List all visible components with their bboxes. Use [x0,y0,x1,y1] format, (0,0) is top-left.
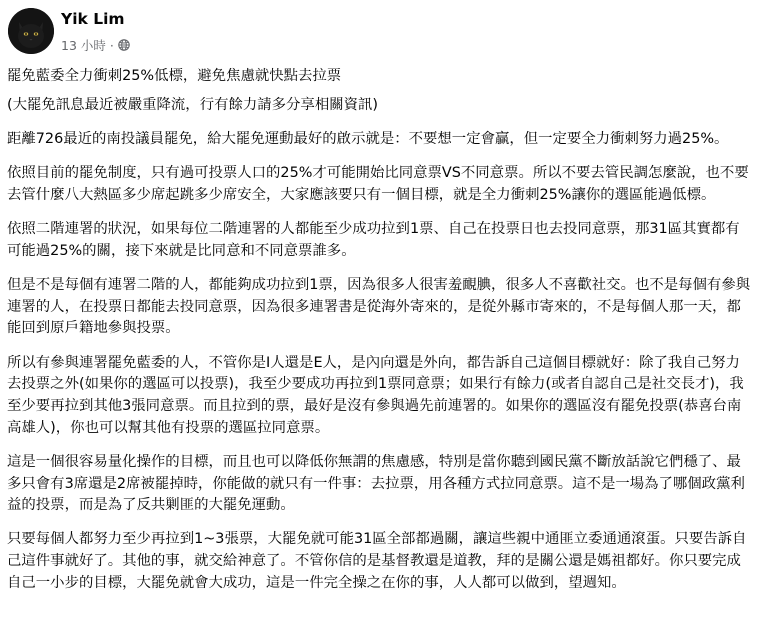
author-name[interactable]: Yik Lim [61,10,125,28]
post-paragraph: 罷免藍委全力衝刺25%低標，避免焦慮就快點去拉票 [7,68,342,84]
post-timestamp[interactable]: 13 小時 [61,38,106,53]
post-header [8,8,748,56]
globe-icon[interactable] [118,39,130,51]
post-paragraph: 只要每個人都努力至少再拉到1~3張票，大罷免就可能31區全部都過關，讓這些親中通匪立委通通滾蛋。只要告訴自己這件事就好了。其他的事，就交給神意了。不管你信的是基督教還是道教，拜的是關公還是媽祖都好。你只要完成自己一小步的目標，大罷免就會大成功，這是一件完全操之在你的事，人人都可以做到，望週知。 [7,531,747,591]
post-body [7,66,752,607]
avatar[interactable] [8,8,54,54]
post-paragraph: 這是一個很容易量化操作的目標，而且也可以降低你無謂的焦慮感，特別是當你聽到國民黨不斷放話說它們穩了、最多只會有3席還是2席被罷掉時，你能做的就只有一件事：去拉票，用各種方式拉同意票。這不是一場為了哪個政黨利益的投票，而是為了反共剿匪的大罷免運動。 [7,453,745,514]
post-paragraph: 依照二階連署的狀況，如果每位二階連署的人都能至少成功拉到1票、自己在投票日也去投同意票，那31區其實都有可能過25%的關，接下來就是比同意和不同意票誰多。 [7,221,740,259]
cat-avatar-image [8,8,54,54]
post-paragraph: 所以有參與連署罷免藍委的人，不管你是I人還是E人，是內向還是外向，都告訴自己這個目標就好：除了我自己努力去投票之外(如果你的選區可以投票)，我至少要成功再拉到1票同意票；如果行有餘力(或者自認自己是社交長才)，我至少要再拉到其他3張同意票。而且拉到的票，最好是沒有參與過先前連署的。如果你的選區沒有罷免投票(恭喜台南高雄人)，你也可以幫其他有投票的選區拉同意票。 [7,354,744,436]
post-meta [61,36,130,54]
post-paragraph: 依照目前的罷免制度，只有過可投票人口的25%才可能開始比同意票VS不同意票。所以不要去管民調怎麼說，也不要去管什麼八大熱區多少席起跳多少席安全，大家應該要只有一個目標，就是全力衝刺25%讓你的選區能過低標。 [7,165,749,203]
post-paragraph: 距離726最近的南投議員罷免，給大罷免運動最好的啟示就是：不要想一定會贏，但一定要全力衝刺努力過25%。 [7,130,729,147]
post-paragraph: 但是不是每個有連署二階的人，都能夠成功拉到1票，因為很多人很害羞靦腆，很多人不喜歡社交。也不是每個有參與連署的人，在投票日都能去投同意票，因為很多連署書是從海外寄來的，是從外縣市寄來的，不是每個人那一天，都能回到原戶籍地參與投票。 [7,276,751,337]
meta-separator: · [109,37,114,53]
post-paragraph: (大罷免訊息最近被嚴重降流，行有餘力請多分享相關資訊) [7,96,378,113]
